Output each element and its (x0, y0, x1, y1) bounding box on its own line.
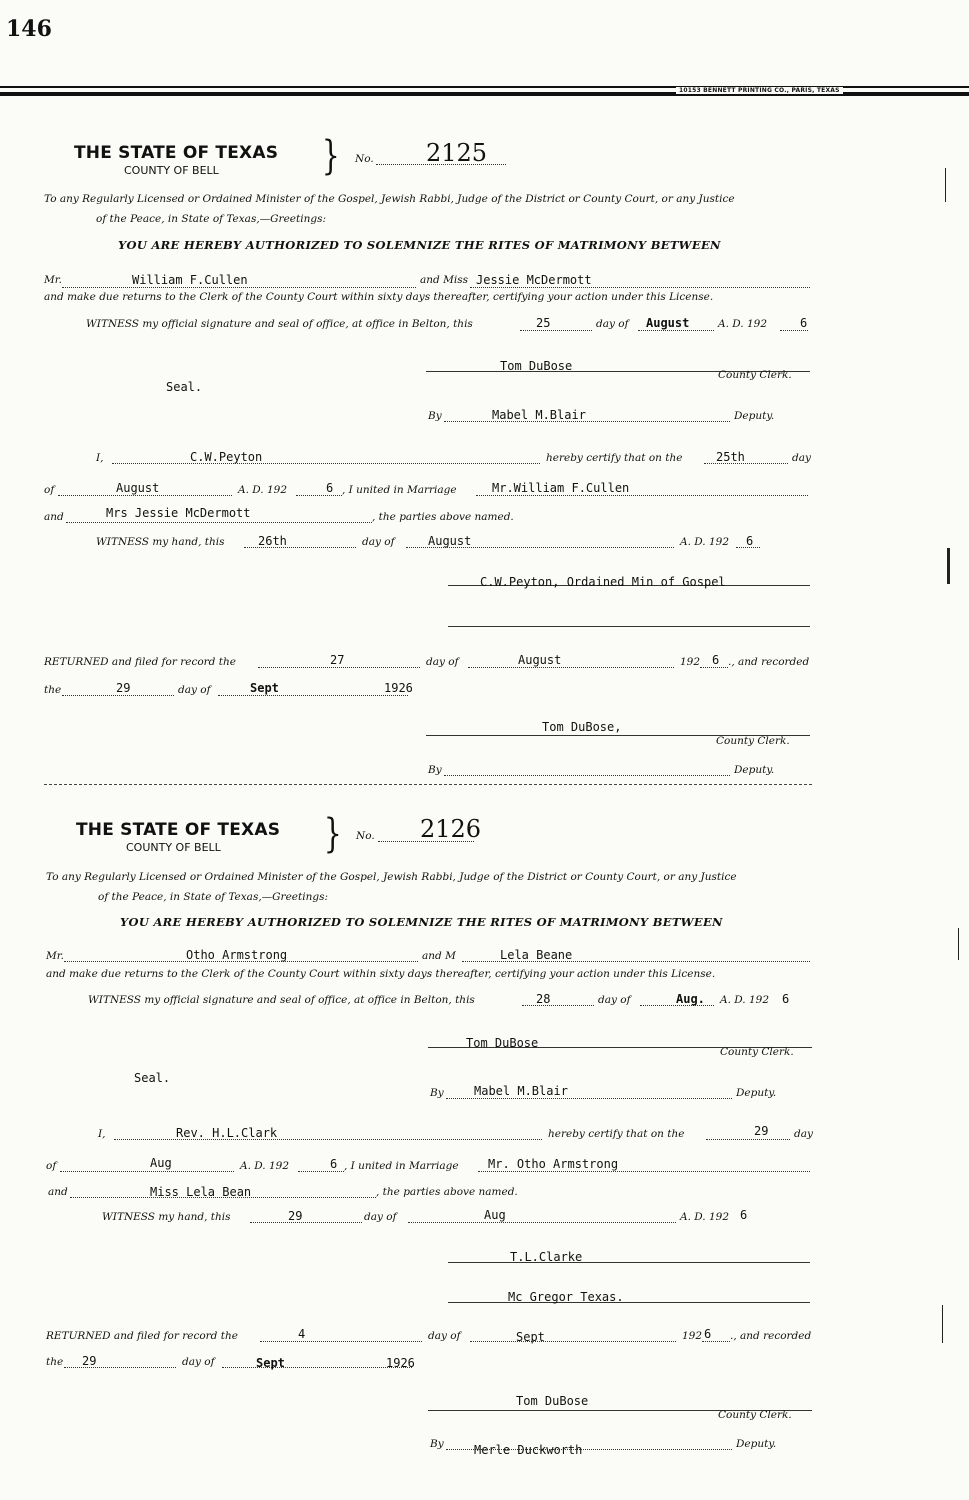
witness-hand: WITNESS my hand, this (102, 1211, 231, 1223)
printer-imprint: 10153 BENNETT PRINTING CO., PARIS, TEXAS (676, 87, 843, 94)
cert-year: 6 (330, 1157, 338, 1171)
filed-year: 6 (704, 1327, 712, 1341)
hand-year: 6 (746, 534, 754, 548)
the-label: the (44, 684, 62, 696)
of-label: of (46, 1160, 57, 1172)
recorded-month: Sept (256, 1356, 285, 1370)
recorded-day: 29 (116, 681, 131, 695)
and-label: and (48, 1186, 68, 1198)
the-label: the (46, 1356, 64, 1368)
filed-day-of: day of (428, 1330, 461, 1342)
clerk-signature: Tom DuBose (500, 359, 573, 373)
county-clerk-label: County Clerk. (718, 369, 792, 381)
mr-label: Mr. (46, 950, 64, 962)
day-label: day (794, 1128, 813, 1140)
deputy-label: Deputy. (734, 410, 775, 422)
deputy-signature: Mabel M.Blair (474, 1084, 568, 1098)
license-day: 25 (536, 316, 551, 330)
authorization-heading: YOU ARE HEREBY AUTHORIZED TO SOLEMNIZE THE RITES OF MATRIMONY BETWEEN (120, 915, 723, 929)
i-label: I, (98, 1128, 106, 1140)
deputy-label-2: Deputy. (736, 1438, 777, 1450)
license-month: August (646, 316, 690, 330)
clerk-signature-2: Tom DuBose, (542, 720, 622, 734)
and-miss-label: and Miss (420, 274, 468, 286)
hand-ad: A. D. 192 (680, 536, 730, 548)
certify-text: hereby certify that on the (548, 1128, 685, 1140)
bride-name: Lela Beane (500, 948, 573, 962)
cert-bride: Mrs Jessie McDermott (106, 506, 251, 520)
cert-day: 29 (754, 1124, 769, 1138)
hand-day: 26th (258, 534, 287, 548)
day-of-label: day of (598, 994, 631, 1006)
day-label: day (792, 452, 811, 464)
margin-mark (958, 928, 959, 960)
county-name: COUNTY OF BELL (126, 841, 221, 854)
filed-day-of: day of (426, 656, 459, 668)
parties-text: , the parties above named. (376, 1186, 518, 1198)
recorded-year: 1926 (386, 1356, 415, 1370)
hand-year: 6 (740, 1208, 748, 1222)
license-day: 28 (536, 992, 551, 1006)
license-year: 6 (782, 992, 790, 1006)
license-year: 6 (800, 316, 808, 330)
and-recorded: ., and recorded (728, 656, 810, 668)
cert-groom: Mr.William F.Cullen (492, 481, 630, 495)
address-line-1: To any Regularly Licensed or Ordained Minister of the Gospel, Jewish Rabbi, Judge of the District or County Court, or any Justice (44, 193, 735, 205)
authorization-heading: YOU ARE HEREBY AUTHORIZED TO SOLEMNIZE THE RITES OF MATRIMONY BETWEEN (118, 238, 721, 252)
hand-month: Aug (484, 1208, 506, 1222)
officiant-name: Rev. H.L.Clark (176, 1126, 278, 1140)
deputy-signature-2: Merle Duckworth (474, 1443, 583, 1457)
cert-bride: Miss Lela Bean (150, 1185, 252, 1199)
returned-text: RETURNED and filed for record the (46, 1330, 238, 1342)
deputy-label: Deputy. (736, 1087, 777, 1099)
returns-text: and make due returns to the Clerk of the County Court within sixty days thereafter, certifying your action under this License. (44, 291, 714, 303)
county-clerk-label-2: County Clerk. (716, 735, 790, 747)
clerk-signature-2: Tom DuBose (516, 1394, 589, 1408)
by-label: By (428, 410, 442, 422)
returns-text: and make due returns to the Clerk of the County Court within sixty days thereafter, certifying your action under this License. (46, 968, 716, 980)
license-number: 2125 (426, 139, 488, 167)
officiant-signature: T.L.Clarke (510, 1250, 583, 1264)
witness-official: WITNESS my official signature and seal of office, at office in Belton, this (88, 994, 475, 1006)
cert-day: 25th (716, 450, 745, 464)
brace: } (321, 133, 340, 179)
recorded-day: 29 (82, 1354, 97, 1368)
officiant-signature: C.W.Peyton, Ordained Min of Gospel (480, 575, 726, 589)
license-number-label: No. (356, 830, 375, 842)
and-recorded: ., and recorded (730, 1330, 812, 1342)
hand-day: 29 (288, 1209, 303, 1223)
clerk-signature: Tom DuBose (466, 1036, 539, 1050)
recorded-day-of: day of (182, 1356, 215, 1368)
filed-192: 192 (682, 1330, 703, 1342)
license-month: Aug. (676, 992, 705, 1006)
bride-name: Jessie McDermott (476, 273, 592, 287)
ad-label: A. D. 192 (718, 318, 768, 330)
address-line-2: of the Peace, in State of Texas,—Greetings: (96, 213, 326, 225)
filed-month: Sept (516, 1330, 545, 1344)
margin-mark (942, 1305, 943, 1343)
county-clerk-label: County Clerk. (720, 1046, 794, 1058)
returned-text: RETURNED and filed for record the (44, 656, 236, 668)
deputy-label-2: Deputy. (734, 764, 775, 776)
filed-day: 4 (298, 1327, 306, 1341)
parties-text: , the parties above named. (372, 511, 514, 523)
cert-month: Aug (150, 1156, 172, 1170)
filed-year: 6 (712, 653, 720, 667)
united-text: , I united in Marriage (342, 484, 457, 496)
hand-month: August (428, 534, 472, 548)
cert-ad-label: A. D. 192 (240, 1160, 290, 1172)
officiant-signature-2: Mc Gregor Texas. (508, 1290, 624, 1304)
deputy-signature: Mabel M.Blair (492, 408, 586, 422)
groom-name: Otho Armstrong (186, 948, 288, 962)
day-of-label: day of (596, 318, 629, 330)
mr-label: Mr. (44, 274, 62, 286)
seal-label: Seal. (134, 1071, 171, 1085)
state-title: THE STATE OF TEXAS (74, 143, 279, 163)
by-label-2: By (430, 1438, 444, 1450)
filed-day: 27 (330, 653, 345, 667)
groom-name: William F.Cullen (132, 273, 248, 287)
and-label: and (44, 511, 64, 523)
witness-official: WITNESS my official signature and seal of office, at office in Belton, this (86, 318, 473, 330)
hand-day-of: day of (362, 536, 395, 548)
witness-hand: WITNESS my hand, this (96, 536, 225, 548)
of-label: of (44, 484, 55, 496)
license-number-label: No. (355, 153, 374, 165)
address-line-1: To any Regularly Licensed or Ordained Minister of the Gospel, Jewish Rabbi, Judge of the District or County Court, or any Justice (46, 871, 737, 883)
page-number: 146 (6, 16, 52, 42)
county-name: COUNTY OF BELL (124, 164, 219, 177)
cert-groom: Mr. Otho Armstrong (488, 1157, 619, 1171)
filed-192: 192 (680, 656, 701, 668)
united-text: , I united in Marriage (344, 1160, 459, 1172)
brace: } (323, 811, 342, 857)
seal-label: Seal. (166, 380, 203, 394)
by-label-2: By (428, 764, 442, 776)
officiant-name: C.W.Peyton (190, 450, 263, 464)
i-label: I, (96, 452, 104, 464)
hand-day-of: day of (364, 1211, 397, 1223)
ad-label: A. D. 192 (720, 994, 770, 1006)
recorded-year: 1926 (384, 681, 413, 695)
cert-month: August (116, 481, 160, 495)
license-number: 2126 (420, 815, 482, 843)
certify-text: hereby certify that on the (546, 452, 683, 464)
recorded-day-of: day of (178, 684, 211, 696)
record-separator (44, 784, 812, 785)
county-clerk-label-2: County Clerk. (718, 1409, 792, 1421)
cert-ad-label: A. D. 192 (238, 484, 288, 496)
state-title: THE STATE OF TEXAS (76, 820, 281, 840)
address-line-2: of the Peace, in State of Texas,—Greetings: (98, 891, 328, 903)
and-miss-label: and M (422, 950, 456, 962)
margin-mark (945, 168, 946, 202)
cert-year: 6 (326, 481, 334, 495)
by-label: By (430, 1087, 444, 1099)
filed-month: August (518, 653, 562, 667)
margin-mark (947, 548, 950, 584)
hand-ad: A. D. 192 (680, 1211, 730, 1223)
recorded-month: Sept (250, 681, 279, 695)
